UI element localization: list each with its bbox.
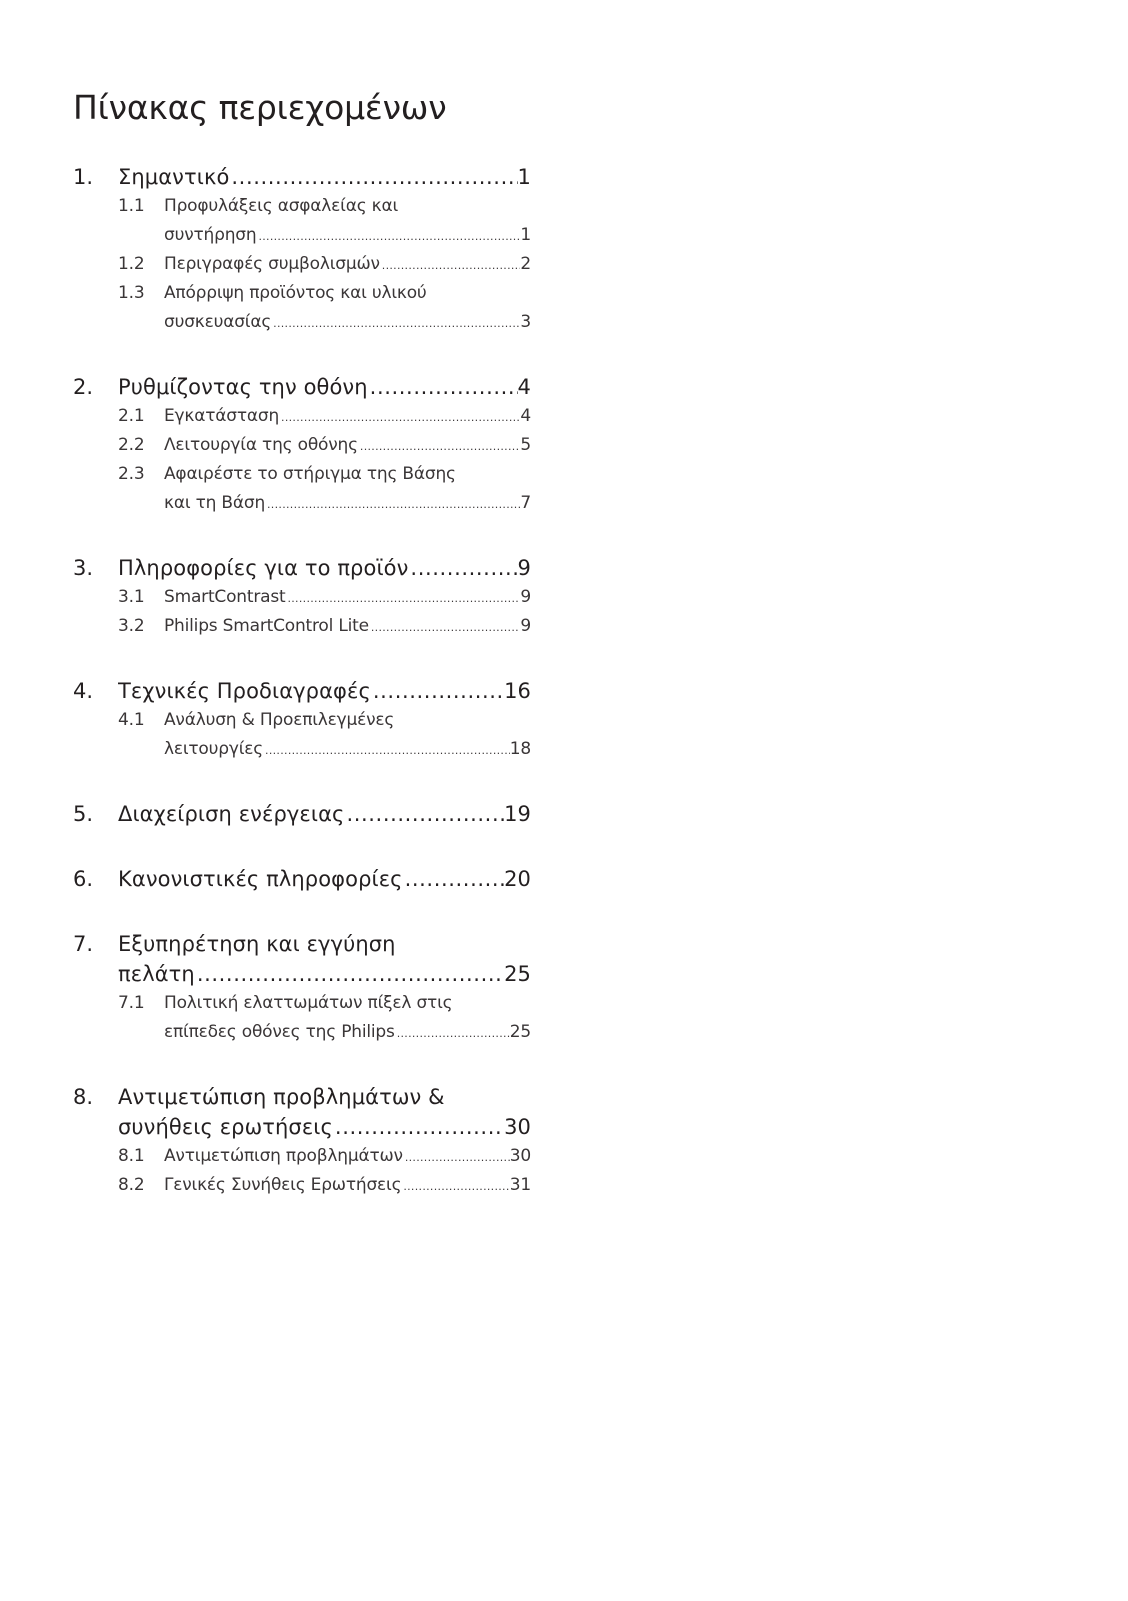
page-number: 3 <box>520 312 531 332</box>
toc-entry-title: Πολιτική ελαττωμάτων πίξελ στις <box>164 993 453 1013</box>
toc-entry-title: Απόρριψη προϊόντος και υλικού <box>164 283 427 303</box>
toc-entry-line <box>118 929 531 959</box>
subsection-number: 3.2 <box>118 616 145 636</box>
dot-leader <box>380 252 521 280</box>
toc-subsection-line <box>73 250 531 278</box>
dot-leader <box>371 676 504 706</box>
toc-subsection-line <box>73 1171 531 1199</box>
dot-leader <box>263 737 510 765</box>
toc-subsection-line <box>73 1142 531 1170</box>
page-number: 1 <box>517 165 531 189</box>
page-number: 9 <box>517 556 531 580</box>
toc-entry-line <box>164 402 531 432</box>
toc-subsection-line <box>73 989 531 1017</box>
section-number: 3. <box>73 556 94 580</box>
toc-entry-line <box>118 799 531 829</box>
table-of-contents <box>73 0 531 1601</box>
page-number: 4 <box>517 375 531 399</box>
subsection-number: 8.1 <box>118 1146 145 1166</box>
page-number: 31 <box>509 1175 531 1195</box>
toc-entry-title: Εξυπηρέτηση και εγγύηση <box>118 932 396 956</box>
toc-entry-title: Γενικές Συνήθεις Ερωτήσεις <box>164 1175 402 1195</box>
dot-leader <box>395 1020 510 1048</box>
toc-entry-title: Κανονιστικές πληροφορίες <box>118 867 403 891</box>
toc-entry-title: Διαχείριση ενέργειας <box>118 802 345 826</box>
subsection-number: 3.1 <box>118 587 145 607</box>
dot-leader <box>368 372 518 402</box>
toc-entry-line <box>164 989 531 1017</box>
toc-entry-line <box>118 1082 531 1112</box>
subsection-number: 7.1 <box>118 993 145 1013</box>
page-number: 1 <box>520 225 531 245</box>
toc-entry-line <box>164 706 531 734</box>
dot-leader <box>333 1112 504 1142</box>
toc-entry-title: SmartContrast <box>164 587 286 607</box>
page-number: 16 <box>504 679 531 703</box>
toc-subsection-line <box>73 431 531 459</box>
toc-section-line <box>73 553 531 583</box>
dot-leader <box>408 553 517 583</box>
dot-leader <box>265 491 520 519</box>
page-number: 30 <box>509 1146 531 1166</box>
toc-section-line <box>73 959 531 989</box>
section-number: 5. <box>73 802 94 826</box>
toc-entry-title: Σημαντικό <box>118 165 230 189</box>
toc-entry-line <box>118 676 531 706</box>
subsection-number: 2.3 <box>118 464 145 484</box>
dot-leader <box>403 864 504 894</box>
toc-subsection-line <box>73 1018 531 1046</box>
page-number: 9 <box>520 616 531 636</box>
toc-entry-title: και τη Βάση <box>164 493 266 513</box>
page-number: 7 <box>520 493 531 513</box>
toc-entry-line <box>118 959 531 989</box>
toc-entry-line <box>164 612 531 642</box>
toc-entry-line <box>118 1112 531 1142</box>
toc-entry-title: Ρυθμίζοντας την οθόνη <box>118 375 368 399</box>
section-number: 2. <box>73 375 94 399</box>
toc-entry-title: Αντιμετώπιση προβλημάτων <box>164 1146 403 1166</box>
dot-leader <box>344 799 504 829</box>
toc-entry-line <box>164 431 531 461</box>
toc-entry-line <box>164 308 531 338</box>
dot-leader <box>229 162 517 192</box>
page-number: 18 <box>509 739 531 759</box>
toc-section-line <box>73 929 531 959</box>
toc-subsection-line <box>73 612 531 640</box>
dot-leader <box>256 223 520 251</box>
section-number: 8. <box>73 1085 94 1109</box>
page-number: 5 <box>520 435 531 455</box>
toc-entry-title: συνήθεις ερωτήσεις <box>118 1115 333 1139</box>
subsection-number: 1.2 <box>118 254 145 274</box>
section-number: 1. <box>73 165 94 189</box>
toc-entry-line <box>164 221 531 251</box>
toc-entry-title: πελάτη <box>118 962 195 986</box>
toc-subsection-line <box>73 279 531 307</box>
toc-entry-title: Πληροφορίες για το προϊόν <box>118 556 409 580</box>
page-title: Πίνακας περιεχομένων <box>73 88 447 127</box>
subsection-number: 4.1 <box>118 710 145 730</box>
page-number: 25 <box>509 1022 531 1042</box>
subsection-number: 2.1 <box>118 406 145 426</box>
toc-entry-title: Αφαιρέστε το στήριγμα της Βάσης <box>164 464 456 484</box>
toc-entry-line <box>164 1171 531 1201</box>
toc-subsection-line <box>73 402 531 430</box>
section-number: 4. <box>73 679 94 703</box>
toc-entry-title: λειτουργίες <box>164 739 264 759</box>
toc-entry-title: επίπεδες οθόνες της Philips <box>164 1022 395 1042</box>
toc-entry-title: Αντιμετώπιση προβλημάτων & <box>118 1085 445 1109</box>
toc-subsection-line <box>73 583 531 611</box>
toc-entry-title: Philips SmartControl Lite <box>164 616 369 636</box>
toc-entry-line <box>118 553 531 583</box>
subsection-number: 1.1 <box>118 196 145 216</box>
page-number: 9 <box>520 587 531 607</box>
toc-entry-title: Τεχνικές Προδιαγραφές <box>118 679 371 703</box>
toc-entry-title: Περιγραφές συμβολισμών <box>164 254 380 274</box>
dot-leader <box>369 614 521 642</box>
toc-entry-line <box>164 1018 531 1048</box>
subsection-number: 8.2 <box>118 1175 145 1195</box>
toc-section-line <box>73 1082 531 1112</box>
toc-section-line <box>73 676 531 706</box>
toc-entry-line <box>164 279 531 307</box>
toc-entry-line <box>164 250 531 280</box>
toc-entry-title: Προφυλάξεις ασφαλείας και <box>164 196 399 216</box>
toc-subsection-line <box>73 489 531 517</box>
toc-section-line <box>73 799 531 829</box>
toc-entry-line <box>164 460 531 488</box>
toc-entry-line <box>118 372 531 402</box>
page-number: 20 <box>504 867 531 891</box>
toc-entry-line <box>118 162 531 192</box>
toc-entry-title: Λειτουργία της οθόνης <box>164 435 358 455</box>
toc-entry-title: Ανάλυση & Προεπιλεγμένες <box>164 710 395 730</box>
page-number: 2 <box>520 254 531 274</box>
toc-entry-line <box>164 735 531 765</box>
subsection-number: 2.2 <box>118 435 145 455</box>
dot-leader <box>358 433 520 461</box>
toc-entry-title: Εγκατάσταση <box>164 406 280 426</box>
toc-subsection-line <box>73 308 531 336</box>
toc-entry-title: συσκευασίας <box>164 312 272 332</box>
dot-leader <box>403 1144 510 1172</box>
toc-entry-line <box>164 1142 531 1172</box>
toc-section-line <box>73 864 531 894</box>
toc-subsection-line <box>73 460 531 488</box>
toc-entry-line <box>164 489 531 519</box>
section-number: 6. <box>73 867 94 891</box>
subsection-number: 1.3 <box>118 283 145 303</box>
toc-subsection-line <box>73 735 531 763</box>
section-number: 7. <box>73 932 94 956</box>
dot-leader <box>401 1173 509 1201</box>
page-number: 4 <box>520 406 531 426</box>
toc-section-line <box>73 1112 531 1142</box>
toc-entry-line <box>164 192 531 220</box>
toc-subsection-line <box>73 221 531 249</box>
toc-subsection-line <box>73 706 531 734</box>
toc-entry-line <box>164 583 531 613</box>
dot-leader <box>285 585 520 613</box>
toc-section-line <box>73 372 531 402</box>
page-number: 30 <box>504 1115 531 1139</box>
toc-entry-title: συντήρηση <box>164 225 257 245</box>
dot-leader <box>271 310 520 338</box>
page-number: 25 <box>504 962 531 986</box>
page-number: 19 <box>504 802 531 826</box>
toc-subsection-line <box>73 192 531 220</box>
dot-leader <box>279 404 520 432</box>
toc-entry-line <box>118 864 531 894</box>
toc-section-line <box>73 162 531 192</box>
dot-leader <box>195 959 504 989</box>
